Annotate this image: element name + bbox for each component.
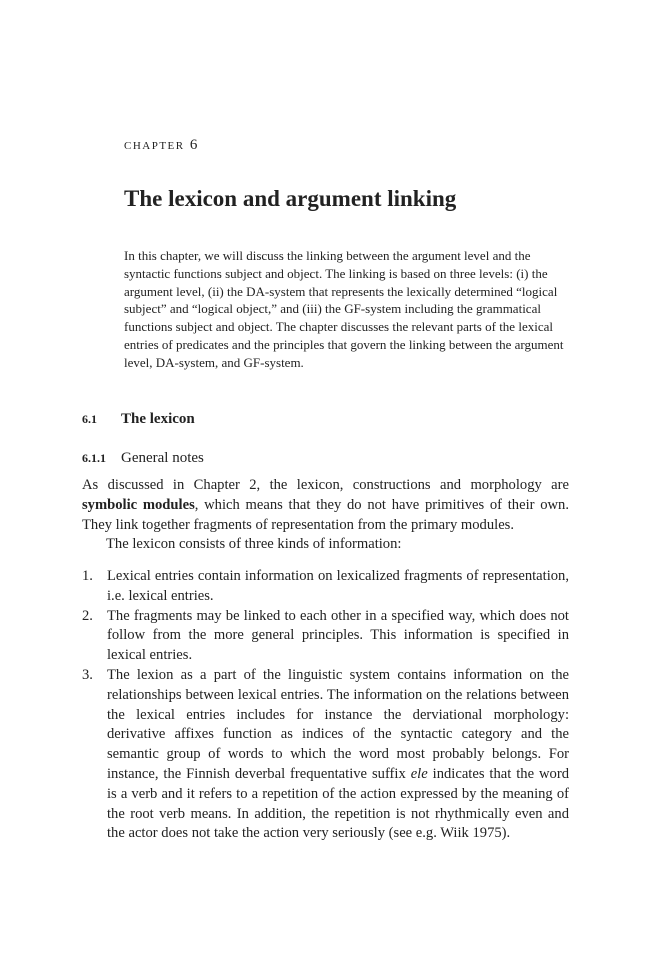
section-title: The lexicon xyxy=(121,411,195,427)
list-item-text-after: indicates that the word is a verb and it refers to a repetition of the action expressed by the meaning of the root verb means. In addition, the repetition is not rhythmically even and the actor does not take the action very seriously (see e.g. Wiik 1975). xyxy=(107,765,570,842)
chapter-title: The lexicon and argument linking xyxy=(124,186,457,211)
numbered-list xyxy=(82,567,569,844)
chapter-number: 6 xyxy=(189,137,199,153)
section-heading xyxy=(82,409,195,429)
list-marker: 1. xyxy=(82,568,93,584)
section-number: 6.1 xyxy=(82,412,97,426)
subsection-heading xyxy=(82,448,204,468)
para1-term: symbolic modules xyxy=(82,496,195,513)
para1-after: , which means that they do not have primitives of their own. They link together fragments of representation from the primary modules. xyxy=(82,496,570,533)
list-marker: 3. xyxy=(82,666,93,683)
subsection-number: 6.1.1 xyxy=(82,451,106,465)
list-item-text: The fragments may be linked to each other in a specified way, which does not follow from the more general principles. This information is specified in lexical entries. xyxy=(107,607,569,664)
list-marker: 2. xyxy=(82,607,93,624)
chapter-word: chapter xyxy=(124,137,185,153)
list-item xyxy=(82,567,569,607)
chapter-label xyxy=(124,137,199,154)
list-item-italic: ele xyxy=(410,765,428,782)
list-item-text-before: The lexion as a part of the linguistic system contains information on the relationships between lexical entries. The information on the relations between the lexical entries includes for instance the derviational morphology: derivative affixes function as indices of the syntactic category and the semantic group of words to which the word most probably belongs. For instance, the Finnish deverbal frequentative suffix xyxy=(107,666,569,782)
subsection-title: General notes xyxy=(121,450,204,466)
list-item-text: Lexical entries contain information on lexicalized fragments of representation, i.e. lexical entries. xyxy=(107,568,569,604)
body-paragraph-2: The lexicon consists of three kinds of information: xyxy=(106,536,402,552)
body-paragraph-1 xyxy=(82,476,569,535)
chapter-abstract: In this chapter, we will discuss the linking between the argument level and the syntactic functions subject and object. The linking is based on three levels: (i) the argument level, (ii) the DA-system that represents the lexically determined “logical subject” and “logical object,” and (iii) the GF-system including the grammatical functions subject and object. The chapter discusses the relevant parts of the lexical entries of predicates and the principles that govern the linking between the argument level, DA-system, and GF-system. xyxy=(124,248,564,370)
list-item xyxy=(82,666,569,844)
para1-before: As discussed in Chapter 2, the lexicon, constructions and morphology are xyxy=(82,477,569,493)
list-item xyxy=(82,607,569,666)
